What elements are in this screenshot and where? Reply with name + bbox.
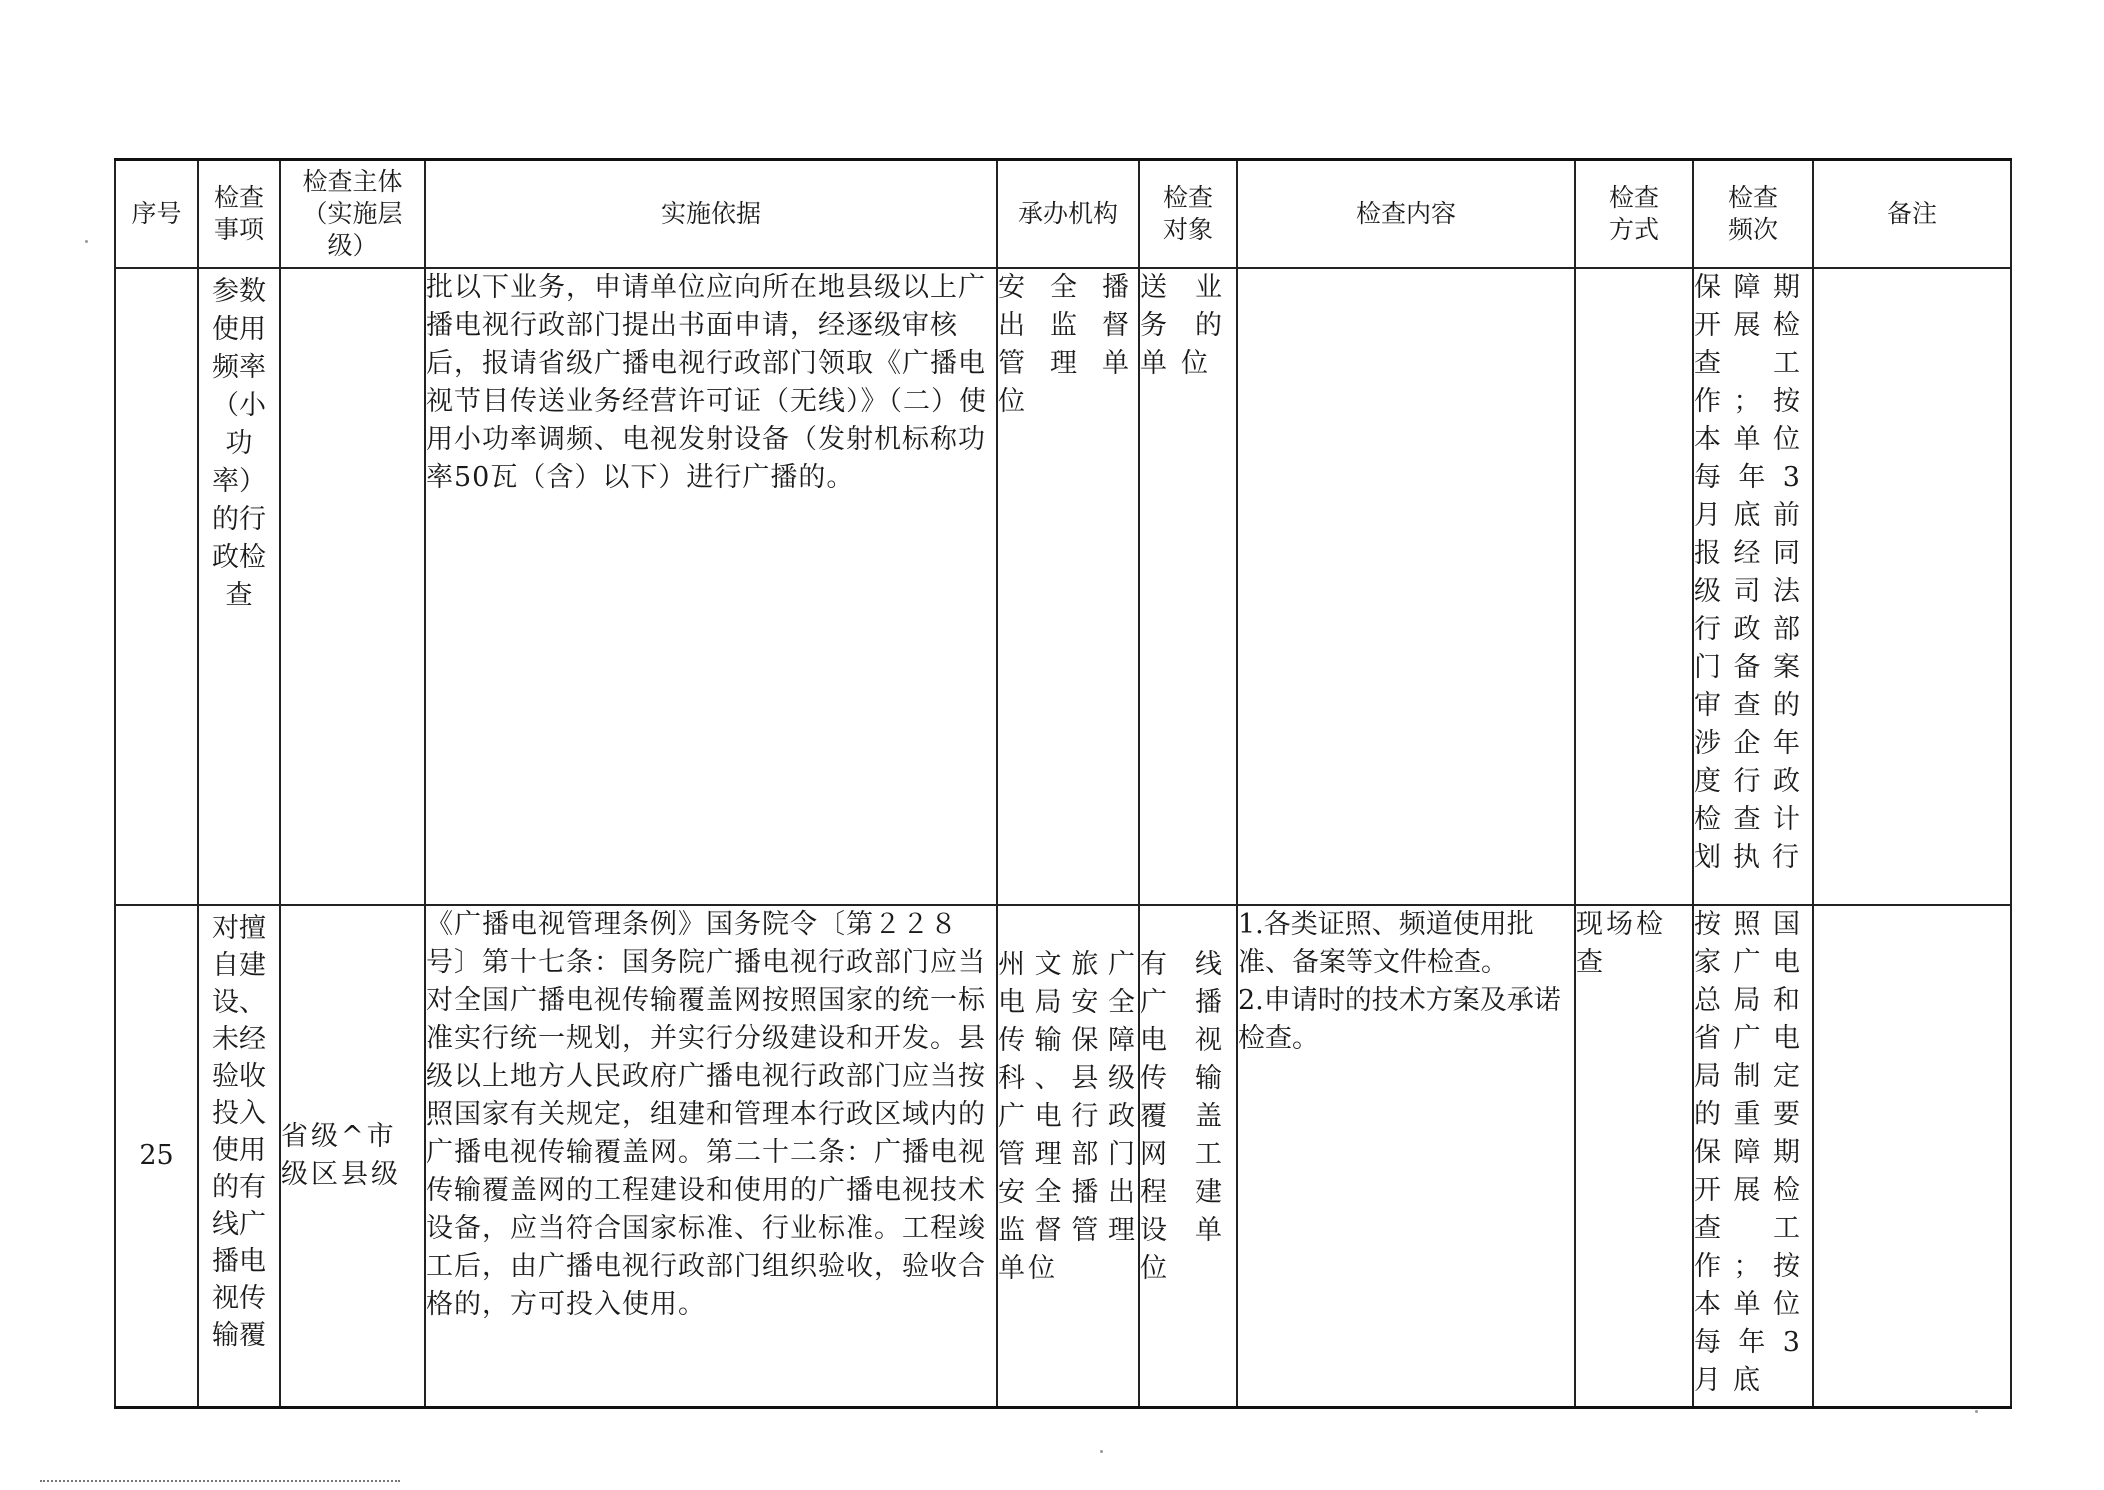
- inspection-table: [114, 158, 2012, 1409]
- scan-artifact-dot: [85, 240, 88, 243]
- header-row: [115, 160, 2011, 269]
- cell-remark: [1813, 268, 2011, 905]
- cell-org: 安全播出监督管理单位: [997, 268, 1139, 905]
- cell-content: 1.各类证照、频道使用批准、备案等文件检查。 2.申请时的技术方案及承诺检查。: [1237, 905, 1575, 1408]
- cell-remark: [1813, 905, 2011, 1408]
- scan-artifact-line: [40, 1480, 400, 1488]
- header-content: 检查内容: [1237, 160, 1575, 269]
- table-row: [115, 268, 2011, 905]
- header-method: 检查 方式: [1575, 160, 1693, 269]
- table-row: [115, 905, 2011, 1408]
- header-target: 检查 对象: [1139, 160, 1237, 269]
- header-org: 承办机构: [997, 160, 1139, 269]
- cell-basis: 《广播电视管理条例》国务院令〔第２２８号〕第十七条：国务院广播电视行政部门应当对全国广播电视传输覆盖网按照国家的统一标准实行统一规划，并实行分级建设和开发。县级以上地方人民政府广播电视行政部门应当按照国家有关规定，组建和管理本行政区域内的广播电视传输覆盖网。第二十二条：广播电视传输覆盖网的工程建设和使用的广播电视技术设备，应当符合国家标准、行业标准。工程竣工后，由广播电视行政部门组织验收，验收合格的，方可投入使用。: [425, 905, 997, 1408]
- cell-method: [1575, 268, 1693, 905]
- cell-target: 送业务的单位: [1139, 268, 1237, 905]
- cell-basis: 批以下业务，申请单位应向所在地县级以上广播电视行政部门提出书面申请，经逐级审核后，报请省级广播电视行政部门领取《广播电视节目传送业务经营许可证（无线）》（二）使用小功率调频、电视发射设备（发射机标称功率50瓦（含）以下）进行广播的。: [425, 268, 997, 905]
- cell-subject: [280, 268, 425, 905]
- cell-subject: 省级^市级区县级: [280, 905, 425, 1408]
- header-subject: 检查主体 （实施层 级）: [280, 160, 425, 269]
- scan-artifact-dot: [1100, 1450, 1103, 1453]
- cell-target: 有线广播电视传输覆盖网工程建设单位: [1139, 905, 1237, 1408]
- cell-content: [1237, 268, 1575, 905]
- cell-seq: [115, 268, 198, 905]
- cell-org: 州文旅广电局安全传输保障科、县级广电行政管理部门安全播出监督管理单位: [997, 905, 1139, 1408]
- header-basis: 实施依据: [425, 160, 997, 269]
- cell-item: 参数 使用 频率 （小 功 率） 的行 政检 查: [198, 268, 280, 905]
- cell-seq: 25: [115, 905, 198, 1408]
- header-remark: 备注: [1813, 160, 2011, 269]
- cell-frequency: 保障期开展检查工作；按本单位每年3月底前报经同级司法行政部门备案审查的涉企年度行政检查计划执行: [1693, 268, 1813, 905]
- cell-item: 对擅 自建 设、 未经 验收 投入 使用 的有 线广 播电 视传 输覆: [198, 905, 280, 1408]
- cell-frequency: 按照国家广电总局和省广电局制定的重要保障期开展检查工作；按本单位每年3月底: [1693, 905, 1813, 1408]
- header-frequency: 检查 频次: [1693, 160, 1813, 269]
- header-item: 检查 事项: [198, 160, 280, 269]
- scan-artifact-dot: [1975, 1410, 1978, 1413]
- header-seq: 序号: [115, 160, 198, 269]
- cell-method: 现场检查: [1575, 905, 1693, 1408]
